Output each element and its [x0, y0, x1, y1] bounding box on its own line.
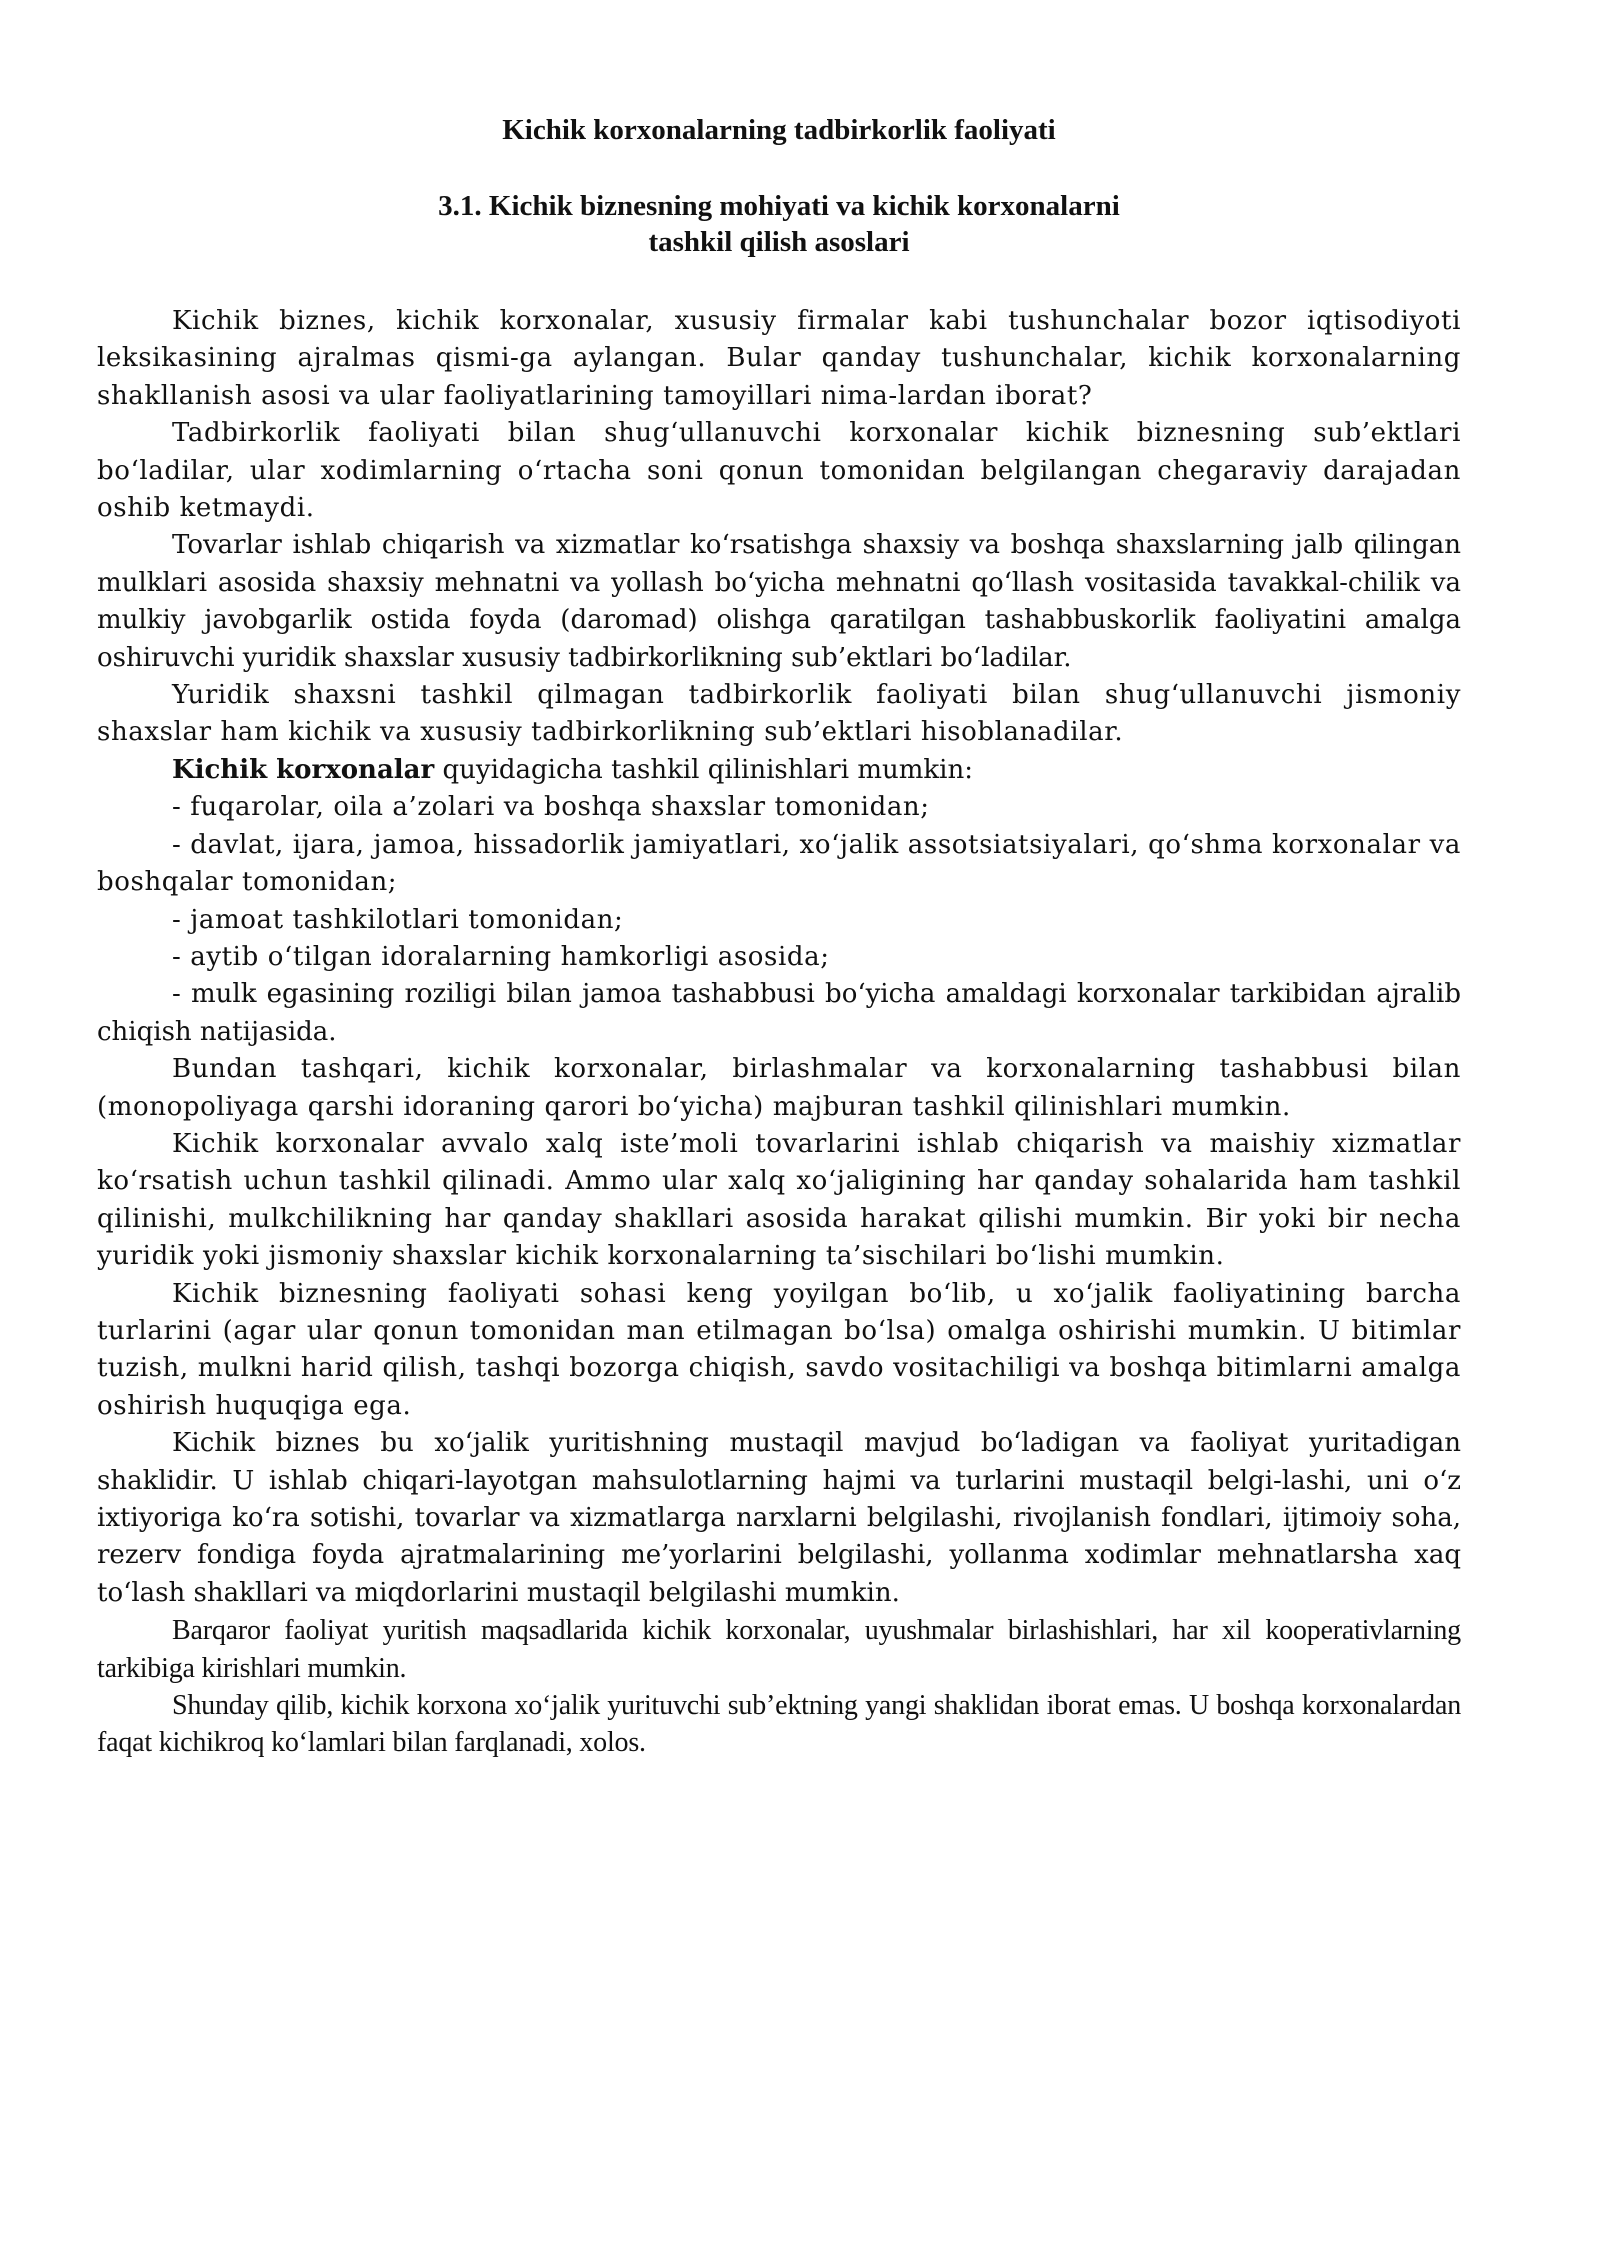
section-heading-line-2: tashkil qilish asoslari	[648, 226, 910, 258]
list-intro-bold: Kichik korxonalar	[172, 754, 435, 785]
section-heading	[97, 188, 1461, 260]
list-item: - aytib o‘tilgan idoralarning hamkorligi asosida;	[172, 941, 830, 972]
document-title: Kichik korxonalarning tadbirkorlik faoliyati	[502, 114, 1056, 146]
paragraph: Barqaror faoliyat yuritish maqsadlarida kichik korxonalar, uyushmalar birlashishlari, har xil kooperativlarning tarkibiga kirishlari mumkin.	[97, 1615, 1461, 1684]
list-item: - mulk egasining roziligi bilan jamoa tashabbusi bo‘yicha amaldagi korxonalar tarkibidan ajralib chiqish natijasida.	[97, 979, 1461, 1047]
list-item: - fuqarolar, oila a’zolari va boshqa shaxslar tomonidan;	[172, 792, 930, 823]
paragraph: Kichik biznes, kichik korxonalar, xususiy firmalar kabi tushunchalar bozor iqtisodiyoti leksikasining ajralmas qismi-ga aylangan. Bular qanday tushunchalar, kichik korxonalarning shakllanish asosi va ular faoliyatlarining tamoyillari nima-lardan iborat?	[97, 306, 1461, 411]
section-heading-line-1: 3.1. Kichik biznesning mohiyati va kichik korxonalarni	[438, 190, 1120, 222]
paragraph: Tovarlar ishlab chiqarish va xizmatlar ko‘rsatishga shaxsiy va boshqa shaxslarning jalb qilingan mulklari asosida shaxsiy mehnatni va yollash bo‘yicha mehnatni qo‘llash vositasida tavakkal-chilik va mulkiy javobgarlik ostida foyda (daromad) olishga qaratilgan tashabbuskorlik faoliyatini amalga oshiruvchi yuridik shaxslar xususiy tadbirkorlikning sub’ektlari bo‘ladilar.	[97, 530, 1461, 673]
list-intro-text: quyidagicha tashkil qilinishlari mumkin:	[434, 754, 973, 785]
list-item: - jamoat tashkilotlari tomonidan;	[172, 904, 624, 935]
document-page	[97, 112, 1461, 1762]
paragraph: Kichik korxonalar avvalo xalq iste’moli tovarlarini ishlab chiqarish va maishiy xizmatlar ko‘rsatish uchun tashkil qilinadi. Ammo ular xalq xo‘jaligining har qanday sohalarida ham tashkil qilinishi, mulkchilikning har qanday shakllari asosida harakat qilishi mumkin. Bir yoki bir necha yuridik yoki jismoniy shaxslar kichik korxonalarning ta’sischilari bo‘lishi mumkin.	[97, 1128, 1461, 1272]
list-item: - davlat, ijara, jamoa, hissadorlik jamiyatlari, xo‘jalik assotsiatsiyalari, qo‘shma korxonalar va boshqalar tomonidan;	[97, 829, 1461, 898]
list-intro	[97, 752, 1461, 789]
paragraph: Shunday qilib, kichik korxona xo‘jalik yurituvchi sub’ektning yangi shaklidan iborat emas. U boshqa korxonalardan faqat kichikroq ko‘lamlari bilan farqlanadi, xolos.	[97, 1690, 1461, 1759]
paragraph: Kichik biznes bu xo‘jalik yuritishning mustaqil mavjud bo‘ladigan va faoliyat yuritadigan shaklidir. U ishlab chiqari-layotgan mahsulotlarning hajmi va turlarini mustaqil belgi-lashi, uni o‘z ixtiyoriga ko‘ra sotishi, tovarlar va xizmatlarga narxlarni belgilashi, rivojlanish fondlari, ijtimoiy soha, rezerv fondiga foyda ajratmalarining me’yorlarini belgilashi, yollanma xodimlar mehnatlarsha xaq to‘lash shakllari va miqdorlarini mustaqil belgilashi mumkin.	[97, 1428, 1461, 1608]
paragraph: Tadbirkorlik faoliyati bilan shug‘ullanuvchi korxonalar kichik biznesning sub’ektlari bo‘ladilar, ular xodimlarning o‘rtacha soni qonun tomonidan belgilangan chegaraviy darajadan oshib ketmaydi.	[97, 418, 1461, 524]
paragraph: Bundan tashqari, kichik korxonalar, birlashmalar va korxonalarning tashabbusi bilan (monopoliyaga qarshi idoraning qarori bo‘yicha) majburan tashkil qilinishlari mumkin.	[97, 1054, 1461, 1122]
document-body	[97, 303, 1461, 1762]
paragraph: Yuridik shaxsni tashkil qilmagan tadbirkorlik faoliyati bilan shug‘ullanuvchi jismoniy shaxslar ham kichik va xususiy tadbirkorlikning sub’ektlari hisoblanadilar.	[97, 680, 1461, 748]
paragraph: Kichik biznesning faoliyati sohasi keng yoyilgan bo‘lib, u xo‘jalik faoliyatining barcha turlarini (agar ular qonun tomonidan man etilmagan bo‘lsa) omalga oshirishi mumkin. U bitimlar tuzish, mulkni harid qilish, tashqi bozorga chiqish, savdo vositachiligi va boshqa bitimlarni amalga oshirish huquqiga ega.	[97, 1278, 1461, 1421]
